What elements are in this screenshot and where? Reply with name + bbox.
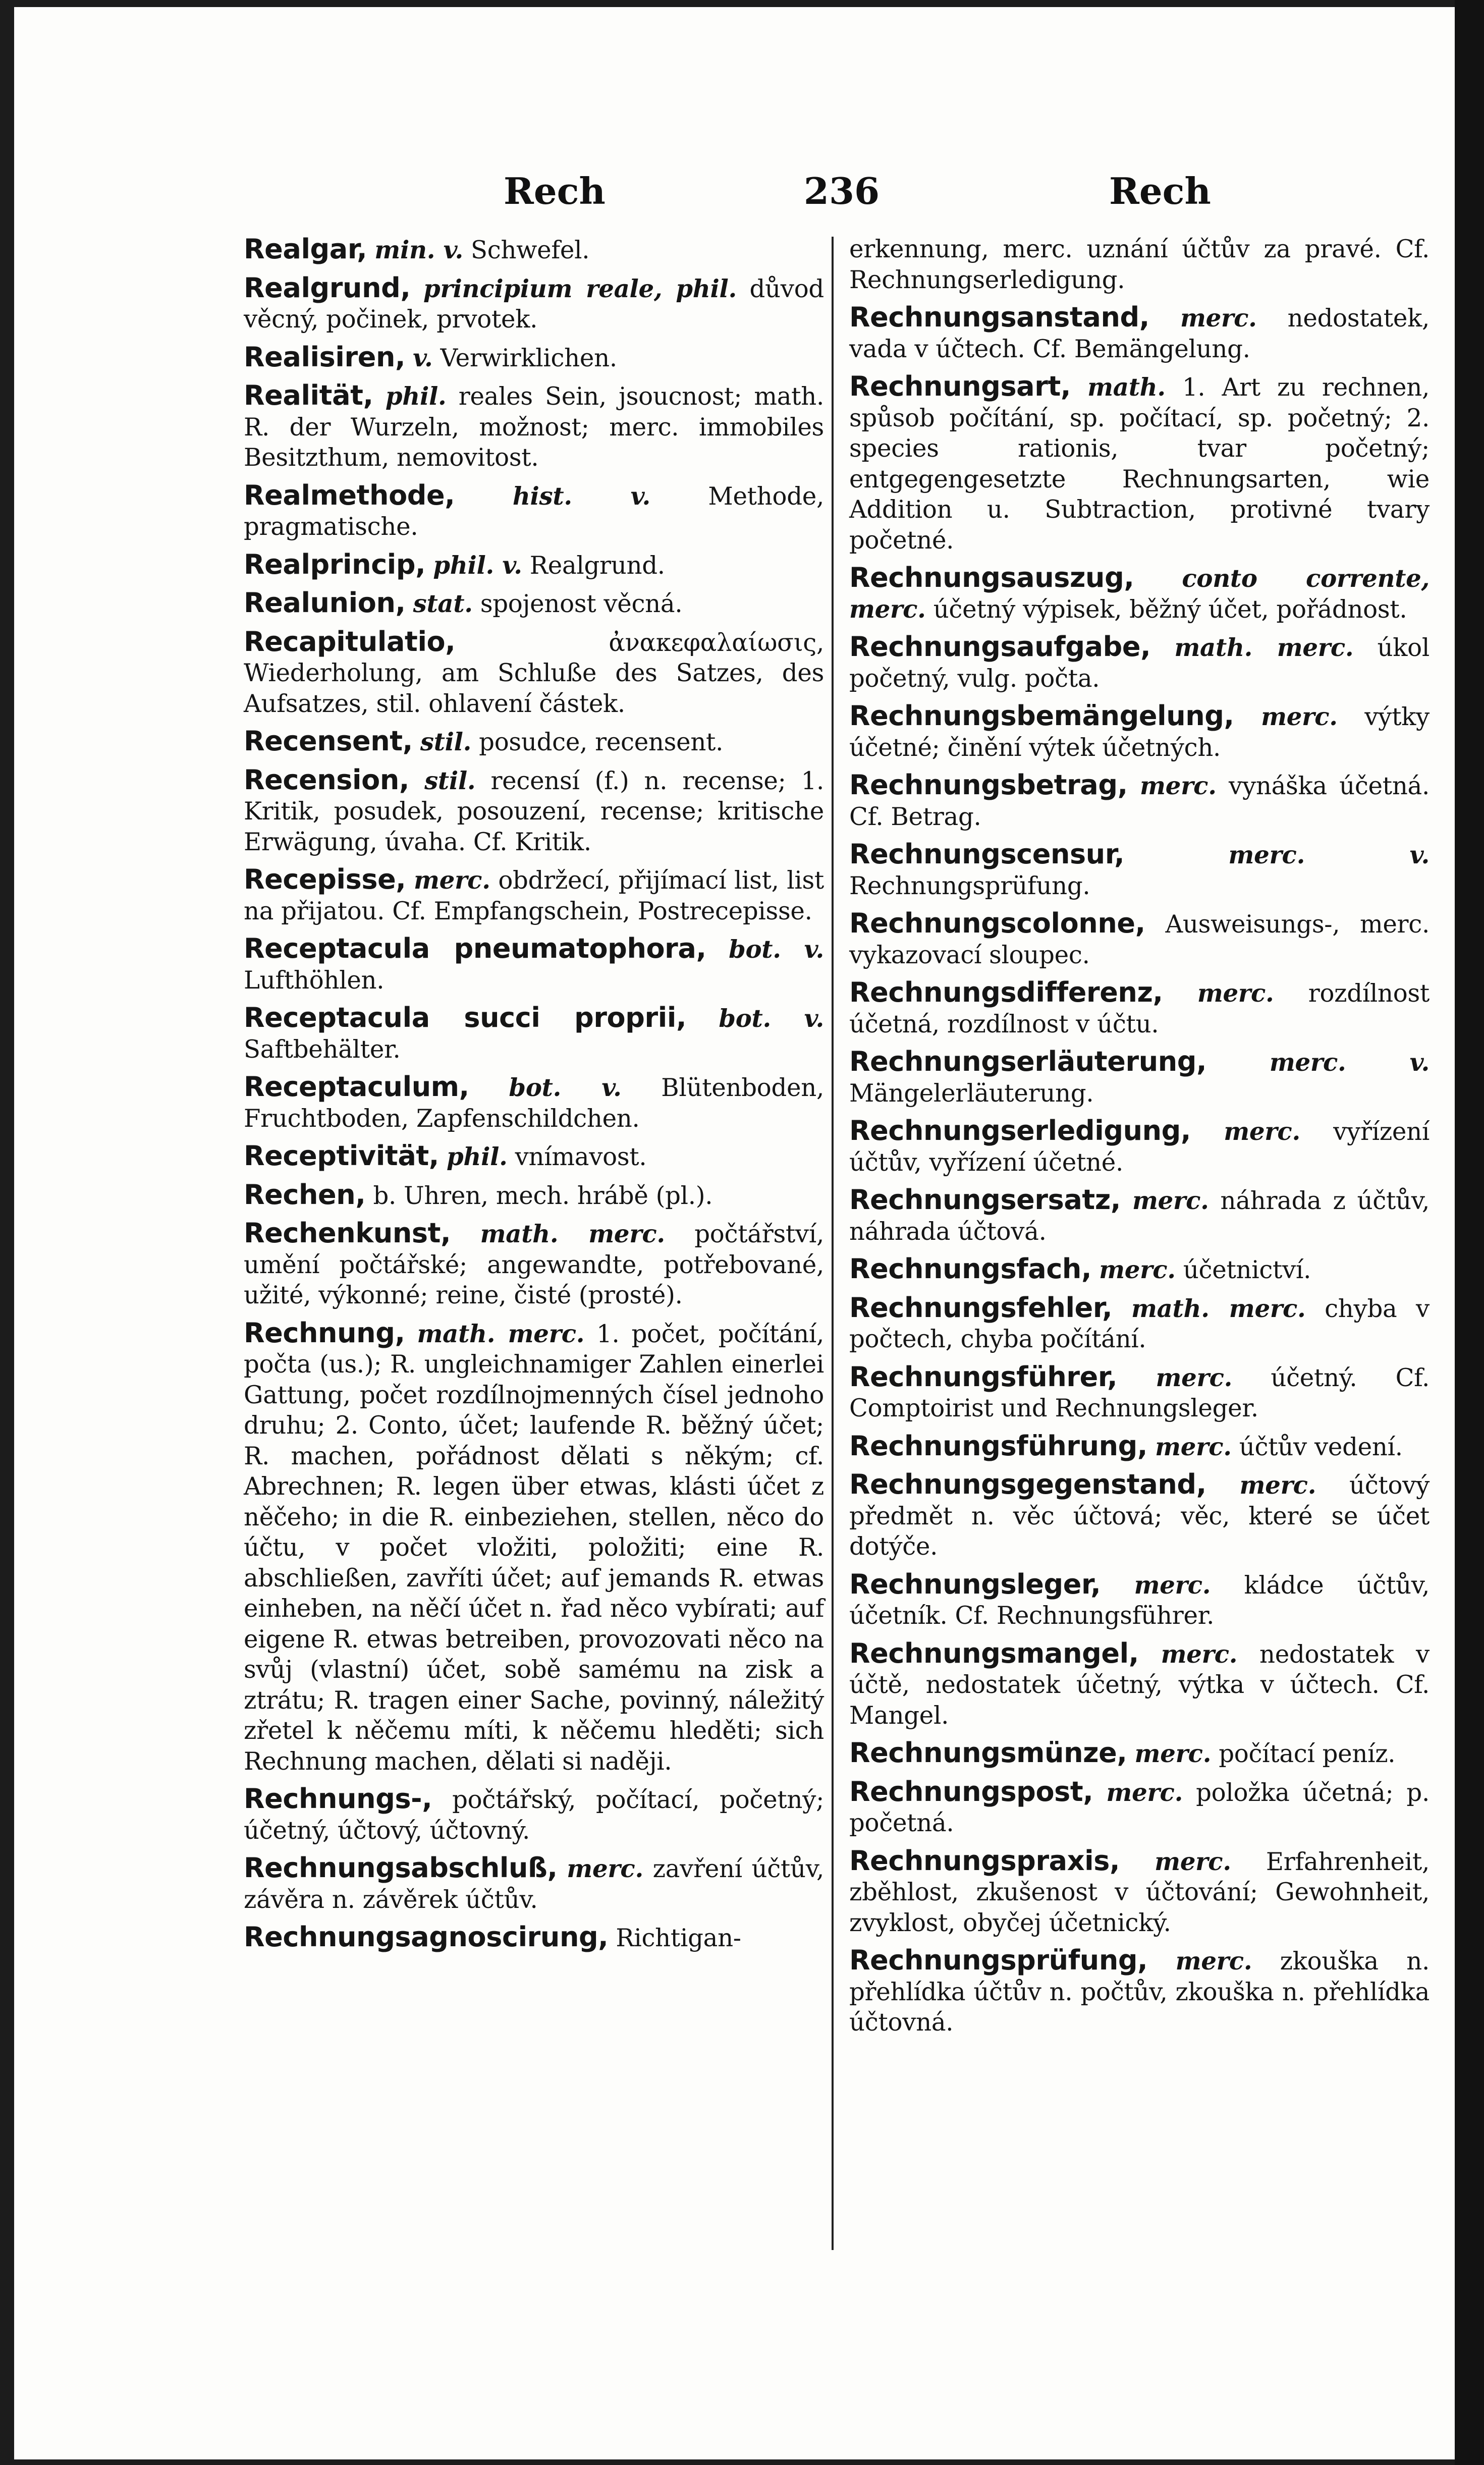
entry-domain-abbr: math. merc.: [480, 1220, 665, 1248]
entry-definition: zkouška n. přehlídka účtův n. počtův, zkouška n. přehlídka účtovná.: [849, 1947, 1430, 2037]
entry-definition: Methode, pragmatische.: [244, 482, 824, 541]
dictionary-entry: [244, 627, 824, 720]
dictionary-entry: [849, 1945, 1430, 2038]
dictionary-entry: [244, 1922, 824, 1954]
entry-definition: vynáška účetná. Cf. Betrag.: [849, 772, 1430, 831]
entry-headword: Rechnungserläuterung,: [849, 1046, 1207, 1077]
entry-domain-abbr: merc.: [1155, 1433, 1232, 1461]
dictionary-entry: [244, 1072, 824, 1134]
dictionary-entry: [849, 1116, 1430, 1178]
entry-definition: náhrada z účtův, náhrada účtová.: [849, 1187, 1430, 1246]
dictionary-entry: [244, 342, 824, 374]
entry-headword: Rechnungs-,: [244, 1783, 432, 1815]
dictionary-entry: [849, 1047, 1430, 1109]
dictionary-entry: [244, 480, 824, 542]
dictionary-entry: [849, 1362, 1430, 1424]
entry-domain-abbr: merc.: [1161, 1640, 1238, 1669]
entry-domain-abbr: merc.: [1180, 304, 1257, 333]
entry-domain-abbr: principium reale, phil.: [423, 275, 737, 303]
entry-headword: Rechen,: [244, 1178, 366, 1211]
entry-headword: Realunion,: [244, 587, 406, 619]
entry-definition: Schwefel.: [471, 236, 590, 264]
entry-headword: Rechnungsdifferenz,: [849, 976, 1163, 1008]
entry-domain-abbr: merc. v.: [1228, 841, 1430, 869]
dictionary-entry: [244, 1141, 824, 1173]
entry-domain-abbr: min. v.: [374, 236, 464, 264]
dictionary-entry: [849, 1254, 1430, 1286]
dictionary-entry: [849, 563, 1430, 625]
entry-headword: Rechnungsanstand,: [849, 301, 1149, 333]
entry-headword: Recension,: [244, 763, 409, 796]
entry-domain-abbr: math. merc.: [417, 1320, 585, 1348]
entry-headword: Rechnungsbemängelung,: [849, 700, 1234, 732]
dictionary-entry: [244, 550, 824, 581]
entry-definition: Ausweisungs-, merc. vykazovací sloupec.: [849, 910, 1430, 969]
entry-definition: ἀνακεφαλαίωσις, Wiederholung, am Schluße des Satzes, des Aufsatzes, stil. ohlavení částek.: [244, 628, 824, 718]
entry-definition: vnímavost.: [515, 1143, 647, 1171]
entry-headword: Rechnungsmangel,: [849, 1637, 1139, 1669]
entry-definition: rozdílnost účetná, rozdílnost v účtu.: [849, 979, 1430, 1038]
dictionary-entry: [849, 1431, 1430, 1463]
column-divider: [832, 237, 834, 2250]
page-number: 236: [803, 170, 880, 212]
entry-headword: Realprincip,: [244, 548, 426, 580]
entry-headword: Rechnungsfehler,: [849, 1291, 1113, 1324]
entry-definition: 1. Art zu rechnen, spůsob počítání, sp. počítací, sp. početný; 2. species rationis, tvar početný; entgegengesetzte Rechnungsarten, wie Addition u. Subtraction, protivné tvary početné.: [849, 373, 1430, 555]
entry-domain-abbr: math. merc.: [1174, 634, 1354, 662]
dictionary-page: [14, 7, 1455, 2459]
dictionary-entry: [244, 1853, 824, 1915]
left-column: [244, 234, 824, 1961]
header-left-keyword: Rech: [504, 170, 606, 212]
entry-domain-abbr: merc.: [1106, 1778, 1183, 1807]
entry-headword: Realgar,: [244, 233, 367, 265]
entry-domain-abbr: merc.: [1224, 1118, 1300, 1146]
entry-definition: účetnictví.: [1183, 1256, 1311, 1284]
dictionary-entry: [849, 1738, 1430, 1770]
dictionary-entry: [849, 1777, 1430, 1839]
entry-definition: recensí (f.) n. recense; 1. Kritik, posudek, posouzení, recense; kritische Erwägung, úvaha. Cf. Kritik.: [244, 766, 824, 856]
entry-definition: erkennung, merc. uznání účtův za pravé. Cf. Rechnungserledigung.: [849, 235, 1430, 294]
dictionary-entry: [849, 1469, 1430, 1562]
entry-headword: Rechenkunst,: [244, 1217, 451, 1249]
dictionary-entry: [244, 588, 824, 620]
entry-headword: Receptaculum,: [244, 1071, 469, 1103]
dictionary-entry: [244, 1218, 824, 1311]
dictionary-entry: [244, 273, 824, 335]
entry-headword: Rechnungspost,: [849, 1775, 1093, 1807]
entry-headword: Receptacula succi proprii,: [244, 1002, 687, 1033]
entry-headword: Rechnungspraxis,: [849, 1844, 1120, 1877]
entry-headword: Rechnungscensur,: [849, 838, 1125, 870]
entry-domain-abbr: merc.: [1261, 703, 1338, 731]
entry-definition: účtový předmět n. věc účtová; věc, které se účet dotýče.: [849, 1471, 1430, 1561]
dictionary-entry: [849, 1569, 1430, 1631]
entry-definition: položka účetná; p. početná.: [849, 1778, 1430, 1837]
entry-definition: obdržecí, přijímací list, list na přijatou. Cf. Empfangschein, Postrecepisse.: [244, 866, 824, 925]
entry-definition: nedostatek v účtě, nedostatek účetný, výtka v účtech. Cf. Mangel.: [849, 1640, 1430, 1730]
entry-domain-abbr: phil. v.: [433, 551, 522, 580]
entry-domain-abbr: math.: [1087, 373, 1166, 402]
entry-headword: Rechnungsfach,: [849, 1253, 1092, 1285]
entry-domain-abbr: math. merc.: [1131, 1294, 1306, 1323]
entry-domain-abbr: merc.: [1156, 1363, 1233, 1392]
entry-domain-abbr: merc.: [1134, 1740, 1212, 1768]
dictionary-entry: [849, 302, 1430, 364]
dictionary-entry: [849, 908, 1430, 970]
entry-definition: důvod věcný, počinek, prvotek.: [244, 275, 824, 334]
entry-definition: kládce účtův, účetník. Cf. Rechnungsführer.: [849, 1571, 1430, 1630]
entry-headword: Rechnungsführer,: [849, 1360, 1118, 1393]
dictionary-entry: [244, 726, 824, 758]
entry-definition: Mängelerläuterung.: [849, 1079, 1094, 1108]
entry-definition: Richtigan-: [616, 1924, 741, 1952]
page-header: [14, 170, 1455, 225]
entry-headword: Rechnungsführung,: [849, 1430, 1148, 1462]
entry-definition: účetný výpisek, běžný účet, pořádnost.: [933, 595, 1407, 624]
entry-domain-abbr: merc.: [1134, 1571, 1211, 1600]
entry-definition: Saftbehälter.: [244, 1035, 401, 1064]
entry-definition: výtky účetné; činění výtek účetných.: [849, 703, 1430, 762]
entry-definition: zavření účtův, závěra n. závěrek účtův.: [244, 1855, 824, 1914]
entry-definition: Erfahrenheit, zběhlost, zkušenost v účtování; Gewohnheit, zvyklost, obyčej účetnický.: [849, 1847, 1430, 1937]
entry-headword: Rechnungsabschluß,: [244, 1852, 558, 1884]
entry-definition: vyřízení účtův, vyřízení účetné.: [849, 1118, 1430, 1177]
entry-headword: Recepisse,: [244, 863, 406, 895]
entry-domain-abbr: merc.: [567, 1855, 643, 1883]
entry-domain-abbr: merc.: [1140, 772, 1217, 800]
entry-definition: počítací peníz.: [1219, 1740, 1396, 1768]
entry-definition: počtářský, počítací, početný; účetný, účtový, účtovný.: [244, 1786, 824, 1845]
entry-headword: Rechnungsgegenstand,: [849, 1468, 1206, 1500]
entry-definition: 1. počet, počítání, počta (us.); R. ungleichnamiger Zahlen einerlei Gattung, počet rozdílnojmenných čísel jednoho druhu; 2. Conto, účet; laufende R. běžný účet; R. machen, pořádnost dělati s někým; cf. Abrechnen; R. legen über etwas, klásti účet z něčeho; in die R. einbeziehen, stellen, něco do účtu, v počet vložiti, položiti; eine R. abschließen, zavříti účet; auf jemands R. etwas einheben, na něčí účet n. řad něco vybírati; auf eigene R. etwas betreiben, provozovati něco na svůj (vlastní) účet, sobě samému na zisk a ztrátu; R. tragen einer Sache, povinný, náležitý zřetel k něčemu míti, k něčemu hleděti; sich Rechnung machen, dělati si naději.: [244, 1320, 824, 1776]
dictionary-entry: [849, 234, 1430, 295]
entry-headword: Realität,: [244, 379, 373, 411]
entry-domain-abbr: bot. v.: [729, 936, 824, 964]
entry-headword: Rechnungsmünze,: [849, 1737, 1127, 1769]
entry-definition: Verwirklichen.: [440, 344, 617, 372]
entry-domain-abbr: stat.: [413, 590, 473, 618]
dictionary-entry: [244, 864, 824, 926]
entry-headword: Rechnung,: [244, 1317, 405, 1349]
dictionary-entry: [244, 1003, 824, 1065]
entry-definition: spojenost věcná.: [480, 590, 683, 618]
entry-definition: Realgrund.: [529, 551, 665, 580]
entry-definition: nedostatek, vada v účtech. Cf. Bemängelung.: [849, 304, 1430, 363]
dictionary-entry: [849, 701, 1430, 763]
dictionary-entry: [244, 934, 824, 996]
entry-definition: chyba v počtech, chyba počítání.: [849, 1294, 1430, 1353]
dictionary-entry: [849, 839, 1430, 901]
entry-definition: Blütenboden, Fruchtboden, Zapfenschildchen.: [244, 1074, 824, 1133]
dictionary-entry: [849, 977, 1430, 1039]
entry-domain-abbr: phil.: [446, 1143, 508, 1171]
entry-domain-abbr: merc. v.: [1269, 1049, 1430, 1077]
entry-domain-abbr: hist. v.: [512, 482, 651, 511]
entry-headword: Receptivität,: [244, 1140, 439, 1172]
entry-headword: Realgrund,: [244, 271, 411, 304]
dictionary-entry: [244, 234, 824, 266]
entry-definition: Lufthöhlen.: [244, 966, 384, 995]
entry-headword: Rechnungsagnoscirung,: [244, 1921, 609, 1953]
entry-domain-abbr: v.: [413, 344, 433, 372]
entry-headword: Realisiren,: [244, 341, 406, 373]
entry-definition: reales Sein, jsoucnost; math. R. der Wurzeln, možnost; merc. immobiles Besitzthum, nemovitost.: [244, 382, 824, 472]
dictionary-entry: [849, 1185, 1430, 1247]
entry-domain-abbr: merc.: [1197, 979, 1274, 1008]
dictionary-entry: [849, 632, 1430, 694]
entry-definition: posudce, recensent.: [479, 728, 724, 756]
header-right-keyword: Rech: [1109, 170, 1211, 212]
entry-domain-abbr: stil.: [420, 728, 472, 756]
entry-domain-abbr: bot. v.: [509, 1074, 622, 1102]
dictionary-entry: [244, 1180, 824, 1212]
entry-headword: Rechnungsauszug,: [849, 562, 1134, 593]
dictionary-entry: [244, 1784, 824, 1846]
entry-headword: Rechnungsersatz,: [849, 1184, 1121, 1216]
entry-headword: Recapitulatio,: [244, 625, 456, 658]
entry-headword: Rechnungsaufgabe,: [849, 631, 1151, 663]
dictionary-entry: [244, 1318, 824, 1777]
entry-domain-abbr: merc.: [1239, 1471, 1316, 1500]
entry-headword: Realmethode,: [244, 479, 455, 511]
dictionary-entry: [849, 1846, 1430, 1939]
entry-domain-abbr: merc.: [414, 866, 490, 895]
entry-definition: počtářství, umění počtářské; angewandte, potřebované, užité, výkonné; reine, čisté (prosté).: [244, 1220, 824, 1309]
scan-edge: [1455, 0, 1484, 2465]
dictionary-entry: [244, 380, 824, 473]
entry-domain-abbr: merc.: [1099, 1256, 1176, 1284]
entry-definition: Rechnungsprüfung.: [849, 871, 1090, 900]
entry-definition: účetný. Cf. Comptoirist und Rechnungsleger.: [849, 1363, 1430, 1422]
entry-headword: Recensent,: [244, 725, 413, 757]
entry-domain-abbr: conto corrente, merc.: [849, 565, 1430, 624]
dictionary-entry: [849, 1638, 1430, 1731]
dictionary-entry: [849, 1293, 1430, 1355]
entry-headword: Rechnungsart,: [849, 370, 1071, 402]
entry-domain-abbr: stil.: [424, 766, 476, 795]
entry-domain-abbr: phil.: [385, 382, 447, 411]
dictionary-entry: [244, 765, 824, 858]
dictionary-entry: [849, 770, 1430, 832]
entry-headword: Rechnungscolonne,: [849, 907, 1145, 939]
entry-headword: Rechnungsprüfung,: [849, 1944, 1148, 1976]
entry-headword: Rechnungsbetrag,: [849, 769, 1128, 801]
entry-headword: Receptacula pneumatophora,: [244, 933, 706, 964]
entry-domain-abbr: merc.: [1175, 1947, 1252, 1976]
entry-headword: Rechnungserledigung,: [849, 1115, 1191, 1146]
entry-domain-abbr: bot. v.: [719, 1005, 824, 1033]
entry-definition: b. Uhren, mech. hrábě (pl.).: [373, 1181, 713, 1210]
entry-definition: účtův vedení.: [1239, 1433, 1403, 1461]
entry-domain-abbr: merc.: [1132, 1187, 1209, 1215]
entry-definition: úkol početný, vulg. počta.: [849, 634, 1430, 693]
entry-domain-abbr: merc.: [1155, 1847, 1231, 1876]
entry-headword: Rechnungsleger,: [849, 1568, 1101, 1600]
dictionary-entry: [849, 371, 1430, 556]
right-column: [849, 234, 1430, 2045]
